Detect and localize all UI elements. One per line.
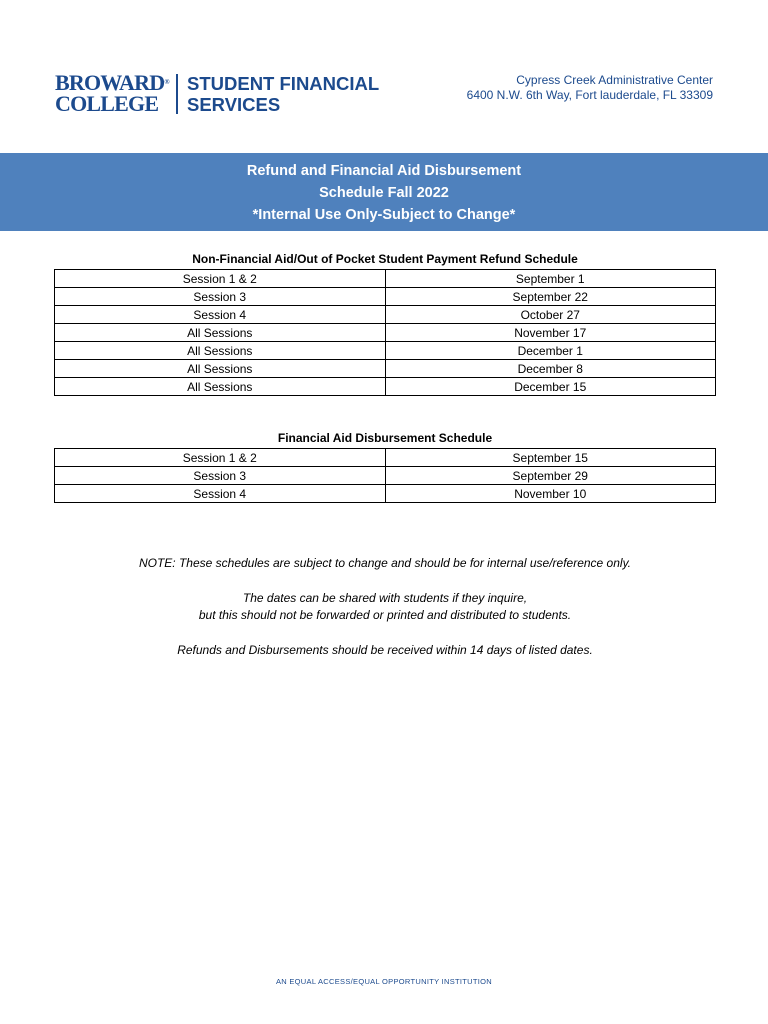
date-cell: September 1 (385, 270, 716, 288)
date-cell: September 22 (385, 288, 716, 306)
banner-title-line-1: Refund and Financial Aid Disbursement (246, 163, 522, 179)
banner-title-line-3: *Internal Use Only-Subject to Change* (252, 207, 516, 223)
refund-schedule-title: Non-Financial Aid/Out of Pocket Student Payment Refund Schedule (192, 252, 578, 266)
table-row (55, 360, 716, 378)
banner-title-line-2: Schedule Fall 2022 (319, 185, 449, 201)
date-cell: November 17 (385, 324, 716, 342)
date-cell: October 27 (385, 306, 716, 324)
session-cell: All Sessions (55, 378, 386, 396)
session-cell: Session 3 (55, 467, 386, 485)
disbursement-schedule-table (54, 448, 716, 503)
date-cell: December 8 (385, 360, 716, 378)
session-cell: All Sessions (55, 324, 386, 342)
table-row (55, 342, 716, 360)
disbursement-schedule-body (55, 449, 716, 503)
footer-equal-opportunity: AN EQUAL ACCESS/EQUAL OPPORTUNITY INSTITUTION (275, 977, 493, 986)
refund-schedule-table (54, 269, 716, 396)
session-cell: Session 3 (55, 288, 386, 306)
title-banner (0, 153, 768, 231)
date-cell: December 15 (385, 378, 716, 396)
page-header (0, 0, 768, 152)
note-internal-use: NOTE: These schedules are subject to change and should be for internal use/reference only. (138, 556, 632, 570)
logo-divider (176, 74, 178, 114)
session-cell: All Sessions (55, 360, 386, 378)
table-row (55, 288, 716, 306)
table-row (55, 485, 716, 503)
session-cell: Session 1 & 2 (55, 270, 386, 288)
table-row (55, 378, 716, 396)
date-cell: December 1 (385, 342, 716, 360)
refund-schedule-body (55, 270, 716, 396)
address-line-2: 6400 N.W. 6th Way, Fort lauderdale, FL 33309 (466, 88, 713, 102)
table-row (55, 449, 716, 467)
table-row (55, 270, 716, 288)
note-sharing: The dates can be shared with students if they inquire, but this should not be forwarded or printed and distributed to students. (198, 591, 572, 622)
table-row (55, 324, 716, 342)
date-cell: September 15 (385, 449, 716, 467)
address-line-1: Cypress Creek Administrative Center (516, 73, 713, 87)
disbursement-schedule-title: Financial Aid Disbursement Schedule (277, 431, 493, 445)
logo-college-name: BROWARD® COLLEGE (55, 70, 170, 116)
office-address (467, 73, 713, 103)
table-row (55, 306, 716, 324)
table-row (55, 467, 716, 485)
date-cell: November 10 (385, 485, 716, 503)
date-cell: September 29 (385, 467, 716, 485)
session-cell: Session 4 (55, 306, 386, 324)
note-timing: Refunds and Disbursements should be received within 14 days of listed dates. (177, 643, 593, 657)
session-cell: Session 1 & 2 (55, 449, 386, 467)
notes-section (54, 555, 716, 677)
session-cell: All Sessions (55, 342, 386, 360)
logo-department-name: STUDENT FINANCIAL SERVICES (187, 73, 380, 115)
session-cell: Session 4 (55, 485, 386, 503)
